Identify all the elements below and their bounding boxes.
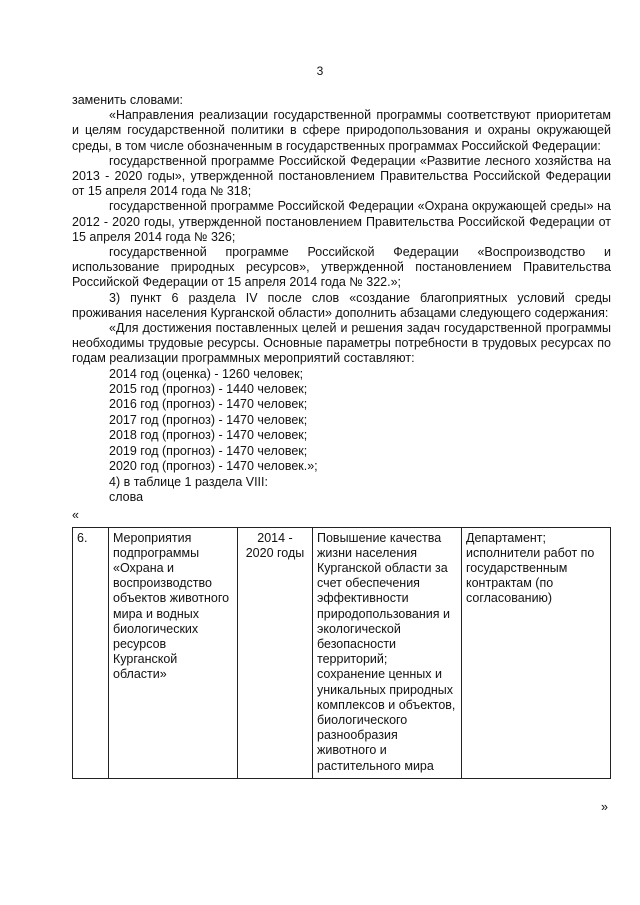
labor-list-item: 2016 год (прогноз) - 1470 человек; [109,397,308,412]
labor-list [72,367,611,506]
document-body [72,93,611,779]
paragraph-directions: «Направления реализации государственной программы соответствуют приоритетам и целям государственной политики в сфере природопользования и охраны окружающей среды, в том числе обозначенным в государственных программах Российской Федерации: [72,108,611,153]
paragraph-labor-resources: «Для достижения поставленных целей и решения задач государственной программы необходимы трудовые ресурсы. Основные параметры потребности в трудовых ресурсах по годам реализации программных мероприятий составляют: [72,321,611,366]
labor-list-item: 2017 год (прогноз) - 1470 человек; [109,412,308,427]
paragraph-forestry-program: государственной программе Российской Федерации «Развитие лесного хозяйства на 2013 - 2020 годы», утвержденной постановлением Правительства Российской Федерации от 15 апреля 2014 года № 318; [72,153,611,199]
labor-list-item: 2015 год (прогноз) - 1440 человек; [109,382,308,397]
labor-list-item: 2020 год (прогноз) - 1470 человек.»; [109,459,318,474]
cell-years: 2014 - 2020 годы [238,527,313,778]
program-table [72,527,611,779]
paragraph-resources-program: государственной программе Российской Федерации «Воспроизводство и использование природных ресурсов», утвержденной постановлением Правительства Российской Федерации от 15 апреля 2014 года № 322.»; [72,245,611,290]
paragraph-environment-program: государственной программе Российской Федерации «Охрана окружающей среды» на 2012 - 2020 годы, утвержденной постановлением Правительства Российской Федерации от 15 апреля 2014 года № 326; [72,199,611,244]
paragraph-item-4: 4) в таблице 1 раздела VIII: [109,474,268,489]
labor-list-item: 2018 год (прогноз) - 1470 человек; [109,428,308,443]
labor-list-item: 2019 год (прогноз) - 1470 человек; [109,443,308,458]
opening-quote: « [72,508,79,523]
cell-name: Мероприятия подпрограммы «Охрана и воспроизводство объектов животного мира и водных биологических ресурсов Курганской области» [109,527,238,778]
cell-number: 6. [73,527,109,778]
page-number: 3 [316,64,324,78]
words-label: слова [109,489,144,504]
cell-result: Повышение качества жизни населения Курганской области за счет обеспечения эффективности природопользования и экологической безопасности территорий; сохранение ценных и уникальных природных комплексов и объектов, биологического разнообразия животного и растительного мира [313,527,462,778]
closing-quote: » [601,800,608,814]
paragraph-item-3: 3) пункт 6 раздела IV после слов «создание благоприятных условий среды проживания населения Курганской области» дополнить абзацами следующего содержания: [72,290,611,320]
paragraph-replace-words: заменить словами: [72,93,183,107]
labor-list-item: 2014 год (оценка) - 1260 человек; [109,366,304,381]
cell-executor: Департамент; исполнители работ по государственным контрактам (по согласованию) [462,527,611,778]
table-row [73,527,611,778]
